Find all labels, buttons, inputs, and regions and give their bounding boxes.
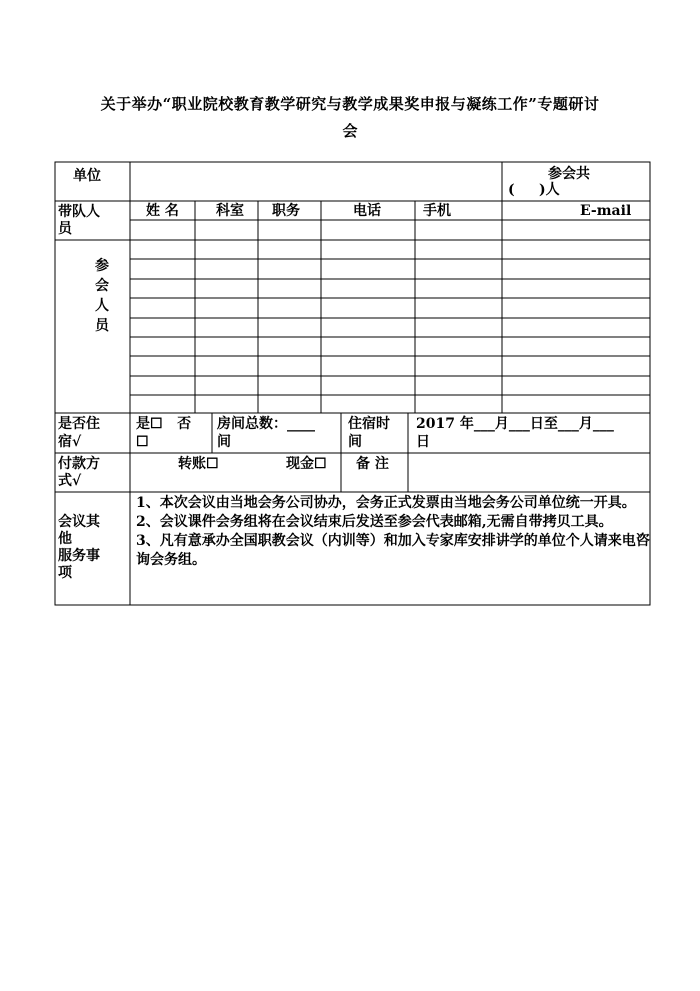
- document-title-continued: 会: [342, 122, 358, 140]
- services-label: 会议其: [58, 514, 100, 530]
- payment-label-continued: 式√: [58, 473, 82, 489]
- participants-label-char: 参: [95, 258, 109, 274]
- column-header-mobile: 手机: [423, 203, 451, 219]
- services-note-item: 2、会议课件会务组将在会议结束后发送至参会代表邮箱,无需自带拷贝工具。: [136, 514, 613, 530]
- column-header-position: 职务: [272, 203, 300, 219]
- services-note-item: 3、凡有意承办全国职教会议（内训等）和加入专家库安排讲学的单位个人请来电咨询会务组。: [136, 533, 650, 568]
- unit-label: 单位: [73, 168, 101, 184]
- room-count-unit: 间: [217, 434, 231, 450]
- lodging-no-checkbox[interactable]: ☐: [136, 434, 149, 450]
- services-note-item: 1、本次会议由当地会务公司协办，会务正式发票由当地会务公司单位统一开具。: [136, 495, 636, 511]
- attendees-total-label: 参会共: [548, 166, 590, 182]
- stay-dates-field[interactable]: 2017 年___月___日至___月___: [416, 416, 614, 432]
- stay-time-label: 住宿时: [348, 416, 390, 432]
- lodging-yes-checkbox[interactable]: 是☐ 否: [136, 416, 192, 432]
- payment-transfer-checkbox[interactable]: 转账☐: [178, 456, 219, 472]
- stay-time-label-continued: 间: [348, 434, 362, 450]
- remarks-label: 备 注: [356, 456, 389, 472]
- lodging-label: 是否住: [58, 416, 100, 432]
- room-count-field[interactable]: 房间总数：____: [217, 416, 315, 432]
- services-label: 项: [58, 565, 72, 581]
- lodging-label-continued: 宿√: [58, 434, 82, 450]
- payment-cash-checkbox[interactable]: 现金☐: [286, 456, 327, 472]
- participants-label-char: 人: [95, 298, 109, 314]
- participants-label-char: 员: [95, 318, 109, 334]
- document-title: 关于举办“职业院校教育教学研究与教学成果奖申报与凝练工作”专题研讨: [100, 95, 600, 113]
- payment-label: 付款方: [58, 456, 100, 472]
- column-header-phone: 电话: [353, 203, 381, 219]
- column-header-email: E-mail: [580, 203, 632, 219]
- participants-label-char: 会: [95, 278, 109, 294]
- services-label: 服务事: [58, 548, 100, 564]
- services-label: 他: [58, 531, 72, 547]
- leader-label-continued: 员: [58, 221, 72, 237]
- stay-dates-field-continued: 日: [416, 434, 430, 450]
- column-header-name: 姓 名: [146, 203, 179, 219]
- attendees-total-count: ( )人: [508, 182, 560, 198]
- column-header-department: 科室: [216, 203, 244, 219]
- services-notes: [136, 494, 650, 570]
- leader-label: 带队人: [58, 204, 100, 220]
